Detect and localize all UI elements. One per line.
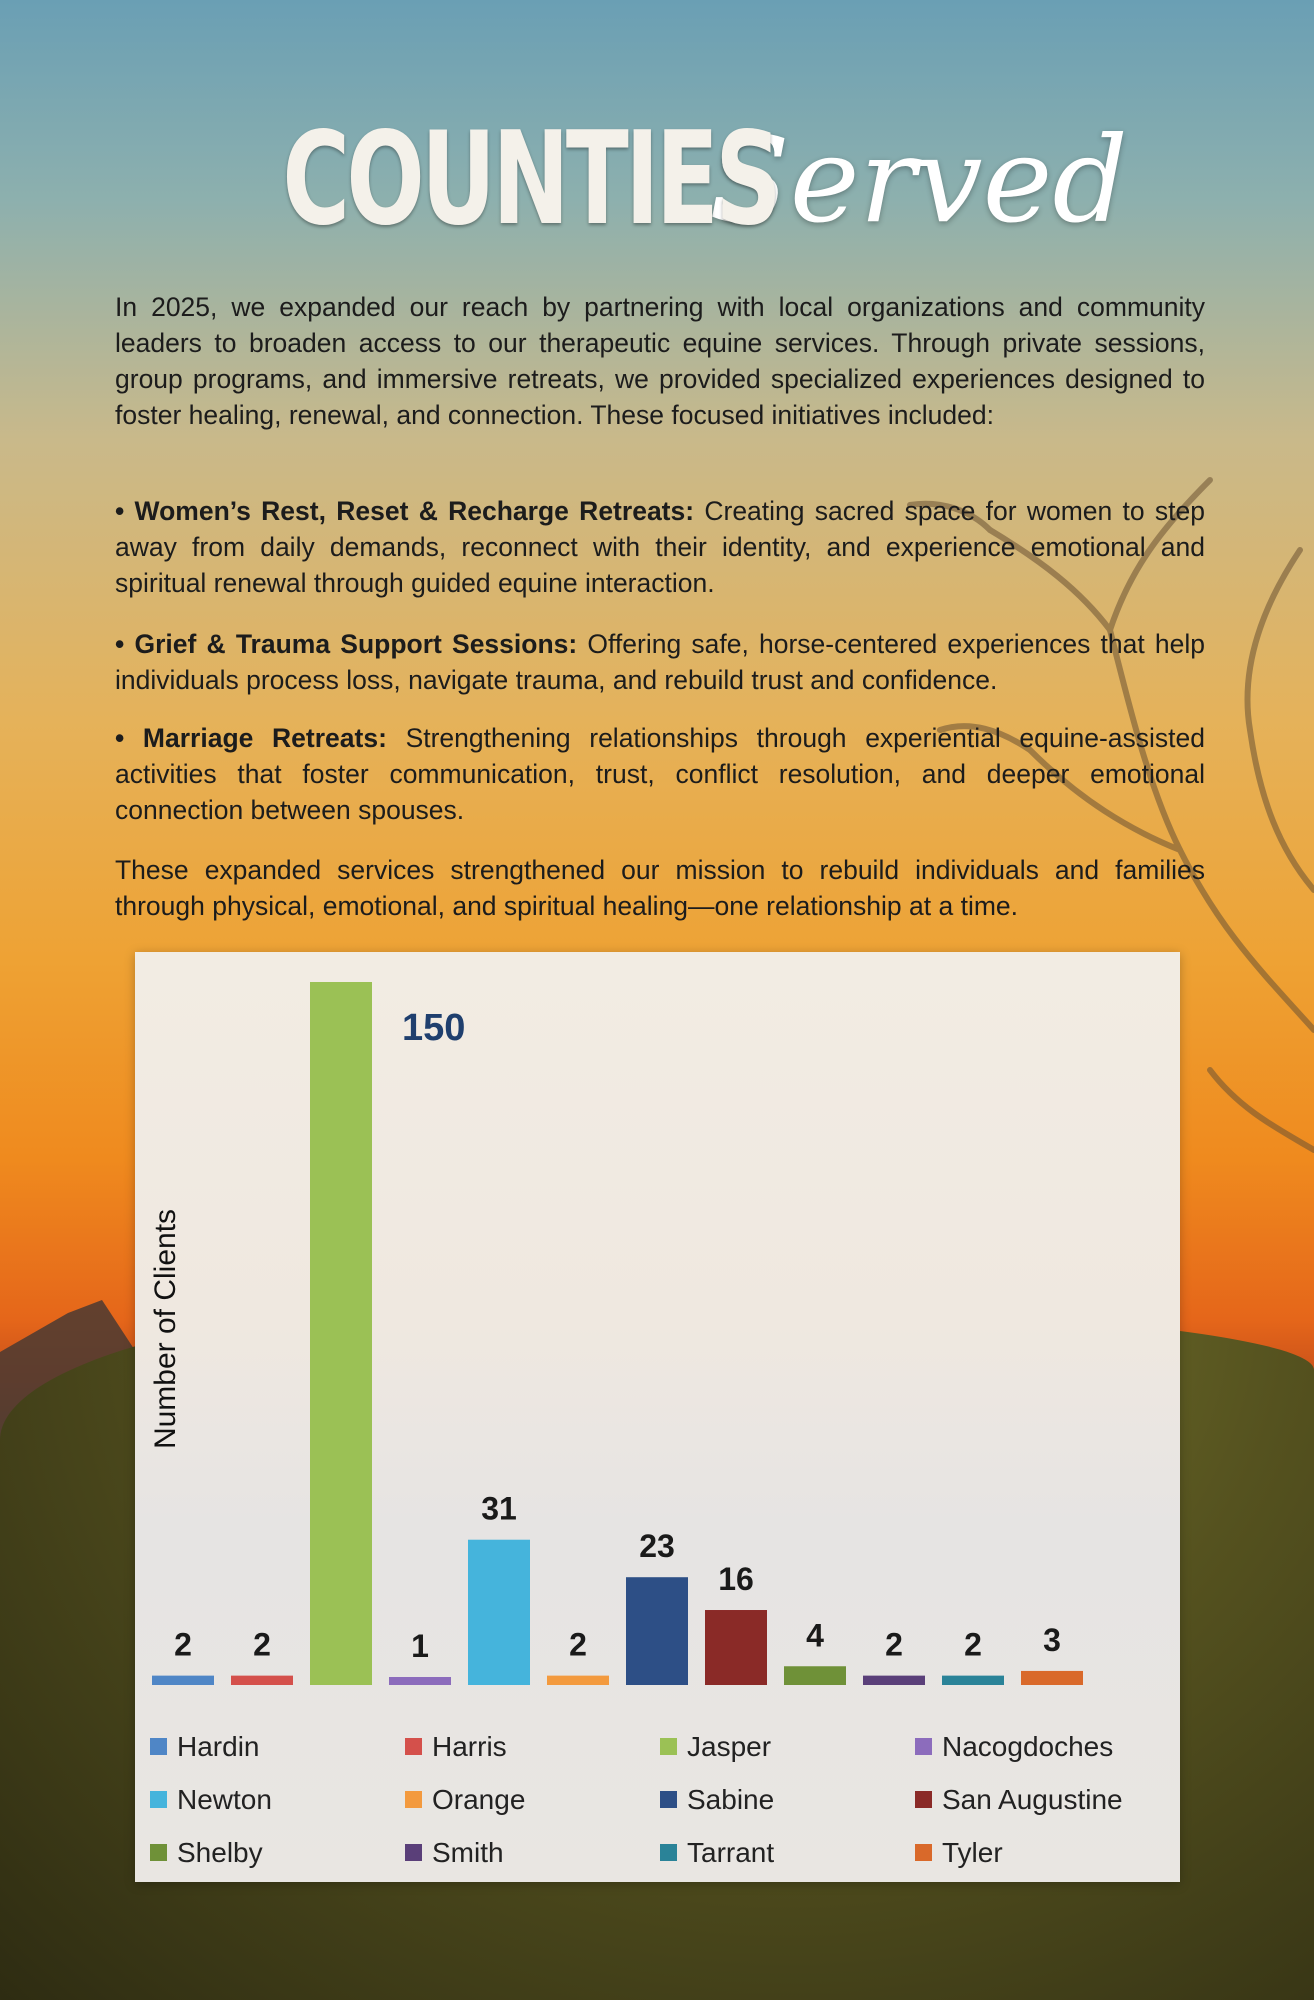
legend-swatch	[660, 1791, 677, 1808]
intro-paragraph: In 2025, we expanded our reach by partnering with local organizations and community leaders to broaden access to our therapeutic equine services. Through private sessions, group programs, and immersive retreats, we provided specialized experiences designed to foster healing, renewal, and connection. These focused initiatives included:	[115, 292, 1205, 430]
legend-item-hardin	[150, 1731, 405, 1763]
chart-legend	[150, 1720, 1170, 1879]
legend-item-shelby	[150, 1837, 405, 1869]
legend-swatch	[660, 1738, 677, 1755]
legend-row	[150, 1720, 1170, 1773]
data-label-nacogdoches: 1	[411, 1628, 429, 1664]
legend-item-nacogdoches	[915, 1731, 1170, 1763]
title-word-served: Served	[708, 110, 1128, 249]
legend-item-jasper	[660, 1731, 915, 1763]
bullet-title: • Grief & Trauma Support Sessions:	[115, 629, 578, 659]
legend-label: Newton	[177, 1783, 272, 1815]
legend-label: Tarrant	[687, 1836, 775, 1868]
legend-swatch	[405, 1738, 422, 1755]
legend-swatch	[150, 1791, 167, 1808]
data-label-tyler: 3	[1043, 1621, 1061, 1658]
legend-label: Jasper	[687, 1730, 772, 1762]
bar-smith	[863, 1676, 925, 1685]
bullet-grief-trauma	[115, 626, 1205, 698]
data-label-sabine: 23	[639, 1528, 675, 1565]
bullet-womens-retreats	[115, 493, 1205, 601]
bar-chart	[135, 952, 1180, 1732]
data-label-hardin: 2	[174, 1626, 192, 1663]
bullet-title: • Marriage Retreats:	[115, 723, 387, 753]
legend-label: San Augustine	[942, 1783, 1123, 1815]
bar-jasper	[310, 982, 372, 1685]
data-label-shelby: 4	[806, 1617, 824, 1654]
data-label-jasper: 150	[402, 1007, 466, 1049]
legend-item-san-augustine	[915, 1784, 1170, 1816]
legend-label: Hardin	[177, 1730, 260, 1762]
legend-item-newton	[150, 1784, 405, 1816]
bar-shelby	[784, 1666, 846, 1685]
page-title	[0, 105, 1314, 254]
legend-label: Shelby	[177, 1836, 263, 1868]
bullet-text: Offering safe, horse-centered experiences that help individuals process loss, navigate trauma, and rebuild trust and confidence.	[115, 629, 1205, 695]
legend-row	[150, 1773, 1170, 1826]
legend-label: Nacogdoches	[942, 1730, 1114, 1762]
bar-hardin	[152, 1676, 214, 1685]
legend-item-orange	[405, 1784, 660, 1816]
legend-label: Orange	[432, 1783, 526, 1815]
legend-swatch	[405, 1791, 422, 1808]
data-label-orange: 2	[569, 1626, 587, 1663]
legend-item-tarrant	[660, 1837, 915, 1869]
bullet-text: Strengthening relationships through experiential equine-assisted activities that foster communication, trust, conflict resolution, and deeper emotional connection between spouses.	[115, 723, 1205, 825]
bar-nacogdoches	[389, 1677, 451, 1685]
legend-item-harris	[405, 1731, 660, 1763]
legend-label: Harris	[432, 1730, 507, 1762]
legend-label: Sabine	[687, 1783, 775, 1815]
data-label-harris: 2	[253, 1626, 271, 1663]
data-label-smith: 2	[885, 1626, 903, 1663]
data-label-tarrant: 2	[964, 1626, 982, 1663]
data-label-newton: 31	[481, 1490, 517, 1527]
legend-swatch	[660, 1844, 677, 1861]
bar-harris	[231, 1676, 293, 1685]
bullet-marriage-retreats	[115, 720, 1205, 828]
legend-row	[150, 1826, 1170, 1879]
legend-label: Tyler	[942, 1836, 1003, 1868]
bar-sabine	[626, 1577, 688, 1685]
y-axis-label: Number of Clients	[149, 1208, 182, 1450]
legend-item-sabine	[660, 1784, 915, 1816]
legend-swatch	[150, 1844, 167, 1861]
bar-san-augustine	[705, 1610, 767, 1685]
bullet-title: • Women’s Rest, Reset & Recharge Retreats:	[115, 496, 695, 526]
legend-swatch	[915, 1791, 932, 1808]
bar-orange	[547, 1676, 609, 1685]
legend-swatch	[405, 1844, 422, 1861]
title-word-counties: COUNTIES	[282, 105, 779, 254]
bar-tyler	[1021, 1671, 1083, 1685]
legend-swatch	[915, 1844, 932, 1861]
data-label-san-augustine: 16	[718, 1561, 754, 1598]
legend-swatch	[915, 1738, 932, 1755]
legend-swatch	[150, 1738, 167, 1755]
legend-item-smith	[405, 1837, 660, 1869]
bullet-text: Creating sacred space for women to step away from daily demands, reconnect with their identity, and experience emotional and spiritual renewal through guided equine interaction.	[115, 496, 1206, 598]
closing-paragraph: These expanded services strengthened our mission to rebuild individuals and families through physical, emotional, and spiritual healing—one relationship at a time.	[115, 855, 1205, 921]
legend-item-tyler	[915, 1837, 1170, 1869]
legend-label: Smith	[432, 1836, 504, 1868]
bar-tarrant	[942, 1676, 1004, 1685]
bar-newton	[468, 1540, 530, 1685]
